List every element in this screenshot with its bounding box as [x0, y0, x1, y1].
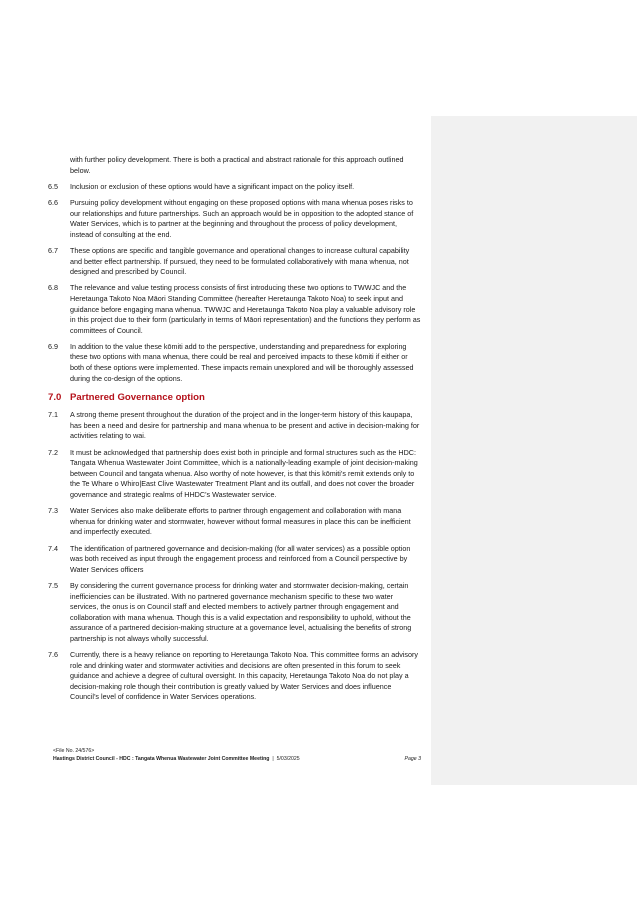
paragraph-text: By considering the current governance process for drinking water and stormwater decision-making, certain inefficiencies can be illustrated. With no partnered governance mechanism specific to these two water services, the onus is on Council staff and elected members to actively partner through engagement and collaboration with mana whenua. Though this is a valid expectation and responsibility to uphold, without the assurance of a partnered decision-making structure at a governance level, actualising the benefits of strong partnership is not always wholly successful.: [70, 580, 412, 643]
footer-date: 5/03/2025: [276, 756, 300, 762]
paragraph-text: A strong theme present throughout the duration of the project and in the longer-term history of this kaupapa, has been a need and desire for partnership and mana whenua to be present and active in decision-making for activities relating to wai.: [70, 410, 420, 441]
paragraph-6-7: [48, 246, 422, 278]
paragraph-text: The identification of partnered governance and decision-making (for all water services) as a possible option was both received as input through the engagement process and reinforced from a Council perspective by Water Services officers: [70, 543, 411, 574]
paragraph-text: Pursuing policy development without engaging on these proposed options with mana whenua poses risks to our relationships and future partnerships. Such an approach would be in opposition to the adopted stance of Water Services, which is to partner at the beginning and throughout the process of policy development, instead of consulting at the end.: [70, 197, 414, 239]
paragraph-text: Currently, there is a heavy reliance on reporting to Heretaunga Takoto Noa. This committee forms an advisory role and drinking water and stormwater activities and decisions are often presented in this forum to seek guidance and achieve a degree of cultural oversight. In this capacity, Heretaunga Takoto Noa do not play a decision-making role though their contribution is greatly valued by Water Services and does influence Council’s level of confidence in Water Services operations.: [70, 650, 418, 702]
paragraph-text: Inclusion or exclusion of these options would have a significant impact on the policy itself.: [70, 181, 355, 191]
paragraph-number: 7.5: [48, 580, 58, 590]
footer-meeting-line: [53, 755, 421, 763]
paragraph-number: 7.6: [48, 650, 58, 660]
paragraph-number: 6.7: [48, 245, 58, 255]
paragraph-6-8: [48, 283, 422, 336]
footer-separator: |: [272, 756, 274, 762]
footer-meeting-info: [53, 755, 300, 763]
section-heading: [48, 392, 422, 404]
paragraph-number: 7.3: [48, 506, 58, 516]
document-body: [48, 155, 422, 709]
paragraph-number: 6.6: [48, 197, 58, 207]
continuation-paragraph: with further policy development. There is both a practical and abstract rationale for this approach outlined below.: [70, 155, 404, 175]
footer-meeting-title: Hastings District Council - HDC : Tangata Whenua Wastewater Joint Committee Meeting: [53, 756, 270, 762]
paragraph-7-5: [48, 581, 422, 645]
page-footer: [53, 747, 421, 763]
paragraph-text: Water Services also make deliberate efforts to partner through engagement and collaboration with mana whenua for drinking water and stormwater, however without formal measures in place this can be inefficient and imperfectly executed.: [70, 506, 411, 537]
paragraph-number: 7.1: [48, 410, 58, 420]
paragraph-text: In addition to the value these kōmiti add to the perspective, understanding and preparedness for exploring these two options with mana whenua, there could be real and perceived impacts to these kōmiti if either or both of these options were implemented. These impacts remain unexplored and will be thoroughly assessed during the co-design of the options.: [70, 341, 414, 383]
paragraph-number: 6.9: [48, 341, 58, 351]
paragraph-7-1: [48, 410, 422, 442]
paragraph-number: 6.5: [48, 181, 58, 191]
paragraph-number: 6.8: [48, 283, 58, 293]
paragraph-7-4: [48, 544, 422, 576]
comments-pane: [431, 116, 637, 785]
paragraph-6-6: [48, 198, 422, 240]
paragraph-7-2: [48, 448, 422, 501]
paragraph-7-6: [48, 650, 422, 703]
section-title: Partnered Governance option: [70, 392, 205, 404]
footer-page-number: Page 3: [404, 756, 421, 762]
paragraph-6-5: [48, 182, 422, 193]
paragraph-number: 7.2: [48, 447, 58, 457]
paragraph-text: It must be acknowledged that partnership does exist both in principle and formal structures such as the HDC: Tangata Whenua Wastewater Joint Committee, which is a nationally-leading example of joint decision-making between Council and tangata whenua. Also worthy of note however, is that this kōmiti’s remit extends only to the Te Whare o Whiro|East Clive Wastewater Treatment Plant and its outfall, and does not cover the broader governance and strategic realms of HHDC’s Wastewater service.: [70, 447, 418, 499]
paragraph-text: The relevance and value testing process consists of first introducing these two options to TWWJC and the Heretaunga Takoto Noa Māori Standing Committee (hereafter Heretaunga Takoto Noa) to seek input and guidance before engaging mana whenua. TWWJC and Heretaunga Takoto Noa play a valuable advisory role in this project due to their form (particularly in terms of Māori representation) and the functions they perform as committees of Council.: [70, 283, 421, 335]
paragraph-text: These options are specific and tangible governance and operational changes to increase cultural capability and better effect partnership. If pursued, they need to be formulated collaboratively with mana whenua, not designed and prescribed by Council.: [70, 245, 410, 277]
paragraph-6-9: [48, 342, 422, 384]
section-number: 7.0: [48, 392, 62, 404]
paragraph-7-3: [48, 506, 422, 538]
footer-file-number: <File No. 24/576>: [53, 748, 95, 754]
paragraph-number: 7.4: [48, 543, 58, 553]
